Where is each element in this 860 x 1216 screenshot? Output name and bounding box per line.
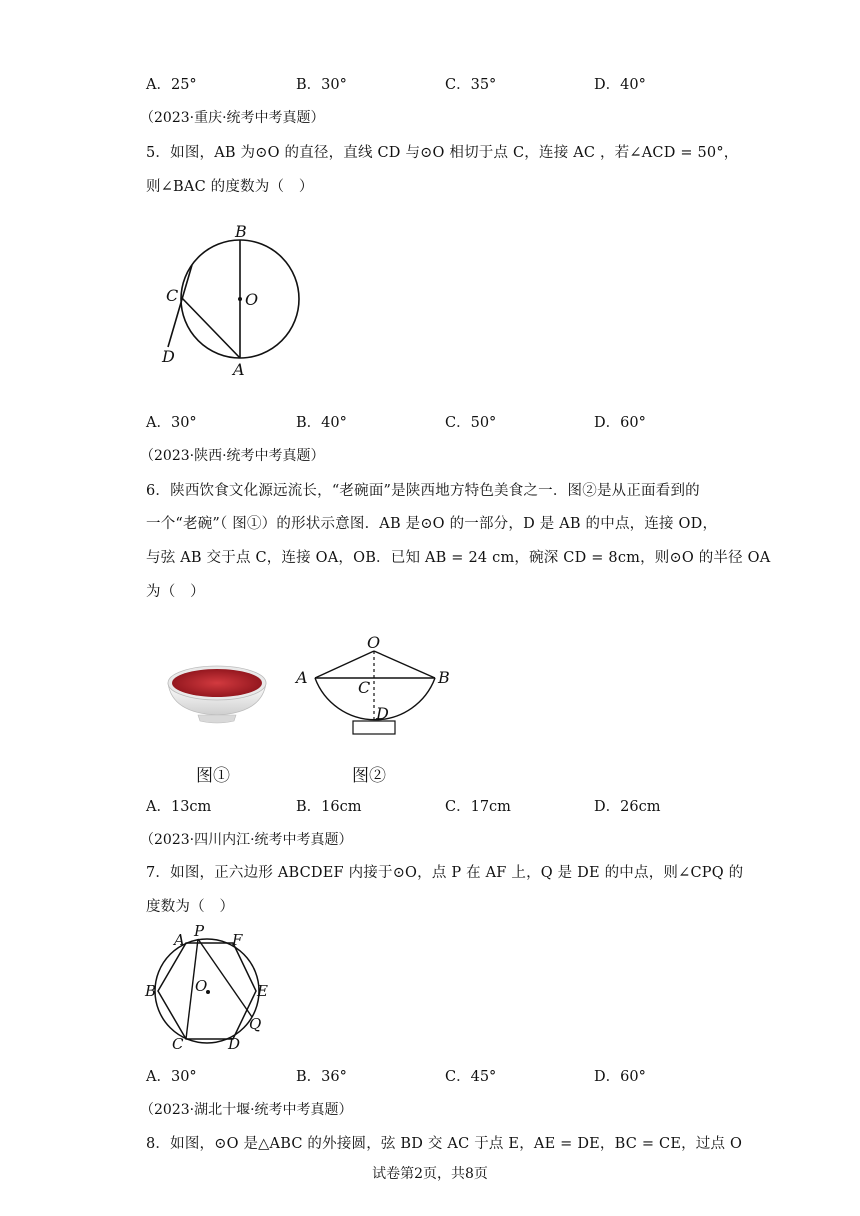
q4-option-c: C．35° [445,77,497,93]
q6-option-a: A．13cm [146,799,212,815]
q7-figure [140,925,280,1055]
q5-figure [150,215,320,385]
q6-caption-2: 图② [352,766,386,786]
q7-label-e: E [257,982,268,1000]
q7-option-c: C．45° [445,1069,497,1085]
q6-option-c: C．17cm [445,799,511,815]
q5-label-b: B [235,222,247,241]
q7-line2: 度数为（ ） [146,899,235,915]
q4-option-a: A．25° [146,77,197,93]
q8-line1: 8．如图，⊙O 是△ABC 的外接圆，弦 BD 交 AC 于点 E，AE = DE，BC = CE，过点 O [146,1136,743,1152]
q7-option-b: B．36° [296,1069,347,1085]
q6-label-d: D [376,704,389,723]
q6-figure [290,635,460,745]
q4-option-d: D．40° [594,77,646,93]
q6-label-o: O [367,635,381,652]
q6-option-d: D．26cm [594,799,661,815]
q5-option-d: D．60° [594,415,646,431]
bowl-photo [160,655,275,735]
q7-label-b: B [145,982,157,1000]
q7-label-o: O [195,977,208,995]
q6-caption-1: 图① [196,766,230,786]
q5-option-b: B．40° [296,415,347,431]
q7-label-d: D [228,1035,241,1053]
q7-label-a: A [174,931,185,949]
q6-label-c: C [358,678,371,697]
q6-label-b: B [438,668,450,687]
q7-option-a: A．30° [146,1069,197,1085]
q7-label-f: F [232,931,243,949]
q5-line1: 5．如图，AB 为⊙O 的直径，直线 CD 与⊙O 相切于点 C，连接 AC ，若∠ACD = 50°， [146,145,739,161]
q6-line4: 为（ ） [146,584,205,600]
q6-line2: 一个“老碗”（ 图①）的形状示意图．AB 是⊙O 的一部分，D 是 AB 的中点，连接 OD， [146,516,718,532]
q5-option-c: C．50° [445,415,497,431]
q6-line3: 与弦 AB 交于点 C，连接 OA，OB．已知 AB = 24 cm，碗深 CD = 8cm，则⊙O 的半径 OA [146,550,771,566]
q7-label-p: P [194,925,205,940]
q7-option-d: D．60° [594,1069,646,1085]
q7-label-c: C [172,1035,184,1053]
q5-option-a: A．30° [146,415,197,431]
q6-label-a: A [296,668,308,687]
q7-label-q: Q [249,1015,262,1033]
q7-line1: 7．如图，正六边形 ABCDEF 内接于⊙O，点 P 在 AF 上，Q 是 DE 的中点，则∠CPQ 的 [146,865,744,881]
q6-line1: 6．陕西饮食文化源远流长，“老碗面”是陕西地方特色美食之一．图②是从正面看到的 [146,483,700,499]
page-footer: 试卷第2页，共8页 [372,1166,488,1182]
q5-label-c: C [166,286,179,305]
q5-label-o: O [245,290,259,309]
q6-source: （2023·陕西·统考中考真题） [140,448,325,464]
q5-source: （2023·重庆·统考中考真题） [140,110,325,126]
q5-line2: 则∠BAC 的度数为（ ） [146,179,314,195]
q7-source: （2023·四川内江·统考中考真题） [140,832,353,848]
q8-source: （2023·湖北十堰·统考中考真题） [140,1102,353,1118]
q5-label-a: A [233,360,245,379]
q5-label-d: D [162,347,175,366]
q6-option-b: B．16cm [296,799,362,815]
q4-option-b: B．30° [296,77,347,93]
